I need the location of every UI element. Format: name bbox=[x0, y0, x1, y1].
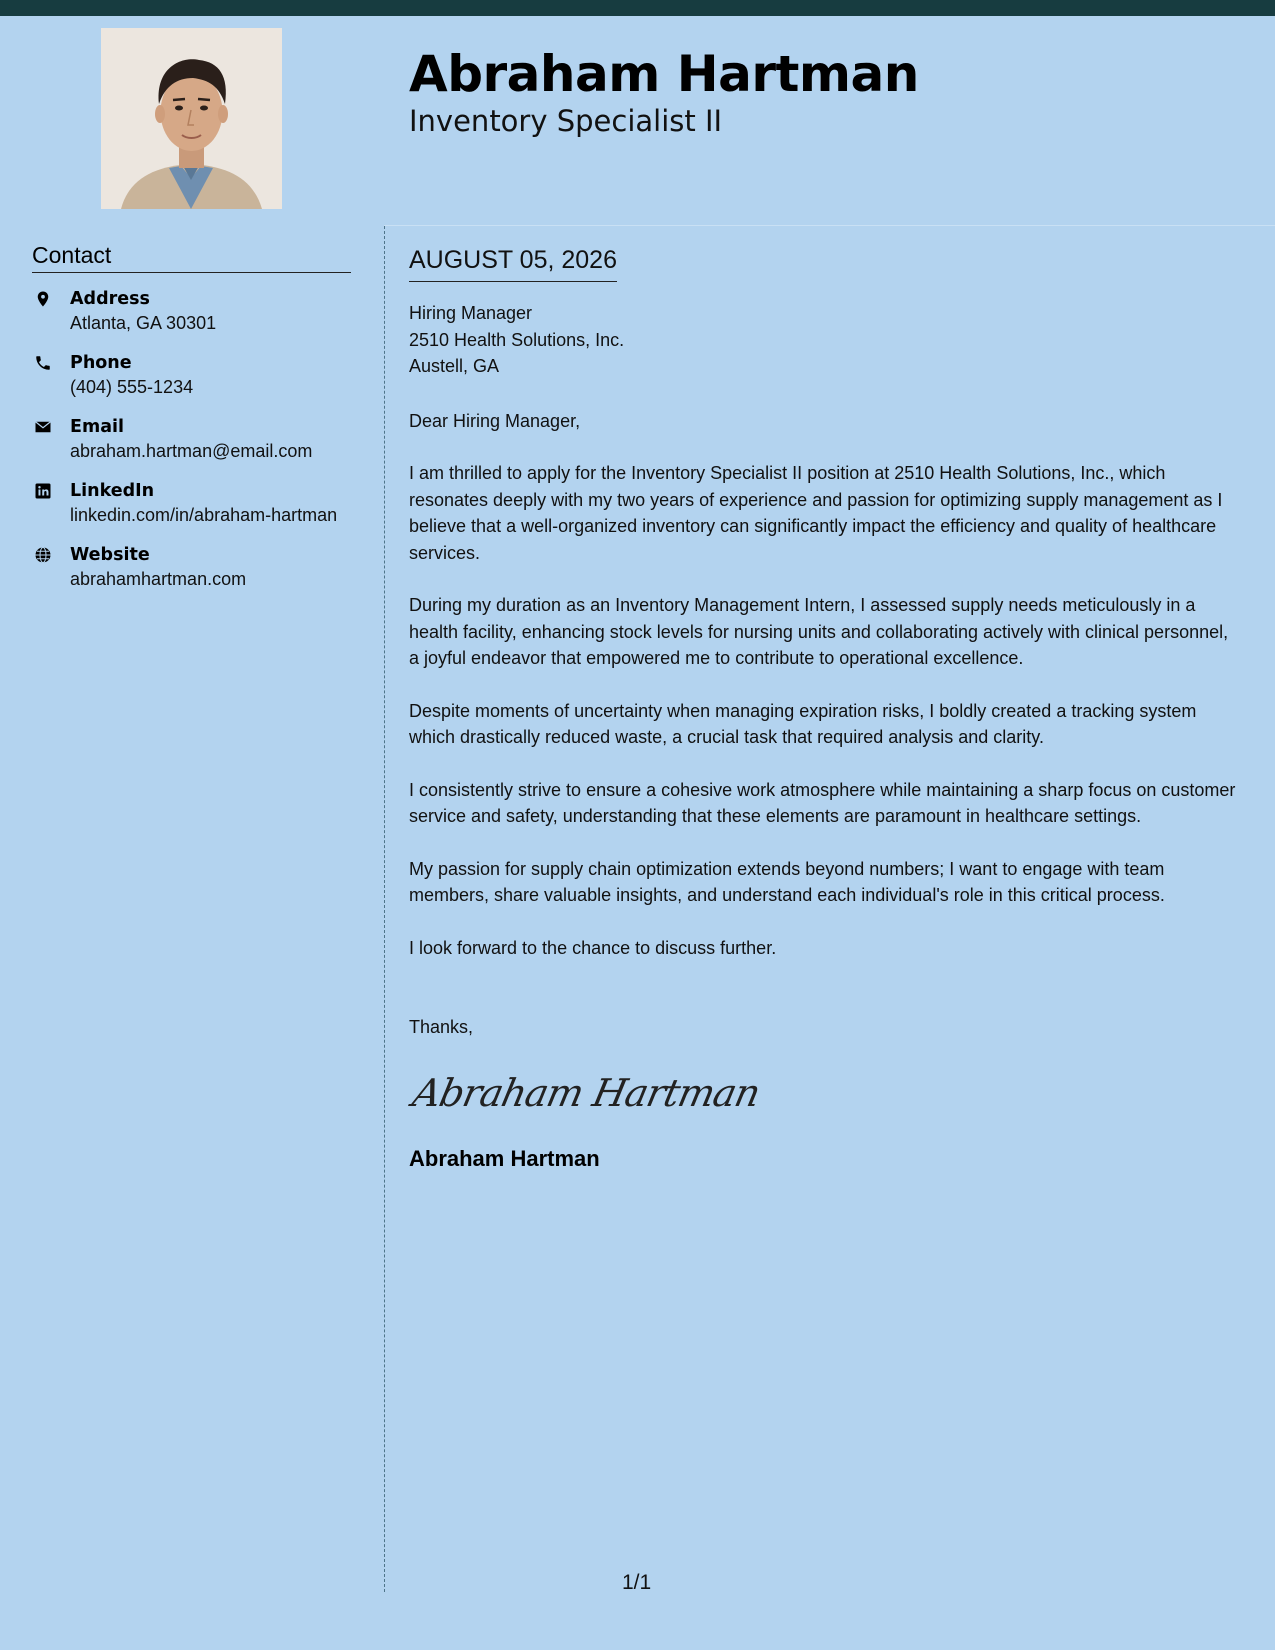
letter-date: AUGUST 05, 2026 bbox=[409, 244, 617, 282]
linkedin-value[interactable]: linkedin.com/in/abraham-hartman bbox=[70, 505, 338, 525]
signature: Abraham Hartman bbox=[409, 1070, 764, 1115]
contact-label: Email bbox=[70, 417, 124, 437]
envelope-icon bbox=[32, 415, 70, 463]
contact-linkedin bbox=[32, 479, 351, 527]
contact-label: Website bbox=[70, 545, 150, 565]
letter-paragraph: My passion for supply chain optimization extends beyond numbers; I want to engage with team members, share valuable insights, and understand each individual's role in this critical process. bbox=[409, 858, 1165, 905]
profile-photo bbox=[101, 28, 282, 209]
header-divider bbox=[384, 225, 1275, 226]
top-accent-bar bbox=[0, 0, 1275, 16]
contact-phone bbox=[32, 351, 351, 399]
letter-paragraph: Despite moments of uncertainty when managing expiration risks, I boldly created a tracking system which drastically reduced waste, a crucial task that required analysis and clarity. bbox=[409, 700, 1197, 747]
contact-label: LinkedIn bbox=[70, 481, 155, 501]
applicant-name: Abraham Hartman bbox=[409, 45, 919, 103]
page-number: 1/1 bbox=[622, 1571, 652, 1594]
closing-note: I look forward to the chance to discuss further. bbox=[409, 937, 777, 958]
profile-photo-image bbox=[101, 28, 282, 209]
letter-paragraph: I consistently strive to ensure a cohesive work atmosphere while maintaining a sharp focus on customer service and safety, understanding that these elements are paramount in healthcare settings. bbox=[409, 779, 1236, 826]
contact-email bbox=[32, 415, 351, 463]
column-divider bbox=[384, 226, 385, 1592]
header bbox=[409, 44, 919, 138]
contact-sidebar bbox=[32, 240, 351, 607]
contact-heading: Contact bbox=[32, 240, 351, 273]
recipient-line: 2510 Health Solutions, Inc. bbox=[409, 329, 625, 350]
website-value[interactable]: abrahamhartman.com bbox=[70, 569, 247, 589]
letter-body bbox=[409, 244, 1239, 1173]
contact-address bbox=[32, 287, 351, 335]
greeting: Dear Hiring Manager, bbox=[409, 410, 581, 431]
contact-label: Address bbox=[70, 289, 150, 309]
letter-paragraph: I am thrilled to apply for the Inventory Specialist II position at 2510 Health Solutions, Inc., which resonates deeply with my two years of experience and passion for optimizing supply management as I believe that a well-organized inventory can significantly impact the efficiency and quality of healthcare services. bbox=[409, 463, 1223, 563]
linkedin-icon bbox=[32, 479, 70, 527]
job-title: Inventory Specialist II bbox=[409, 104, 723, 138]
signed-name: Abraham Hartman bbox=[409, 1145, 600, 1171]
contact-website bbox=[32, 543, 351, 591]
recipient-line: Hiring Manager bbox=[409, 303, 533, 323]
recipient-line: Austell, GA bbox=[409, 356, 500, 376]
letter-paragraph: During my duration as an Inventory Management Intern, I assessed supply needs meticulously in a health facility, enhancing stock levels for nursing units and collaborating actively with clinical personnel, a joyful endeavor that empowered me to contribute to operational excellence. bbox=[409, 595, 1229, 668]
phone-value[interactable]: (404) 555-1234 bbox=[70, 377, 194, 397]
address-value: Atlanta, GA 30301 bbox=[70, 313, 217, 333]
recipient-block bbox=[409, 300, 1239, 380]
contact-label: Phone bbox=[70, 353, 132, 373]
phone-icon bbox=[32, 351, 70, 399]
globe-icon bbox=[32, 543, 70, 591]
signoff: Thanks, bbox=[409, 1017, 474, 1037]
map-pin-icon bbox=[32, 287, 70, 335]
email-value[interactable]: abraham.hartman@email.com bbox=[70, 441, 313, 461]
